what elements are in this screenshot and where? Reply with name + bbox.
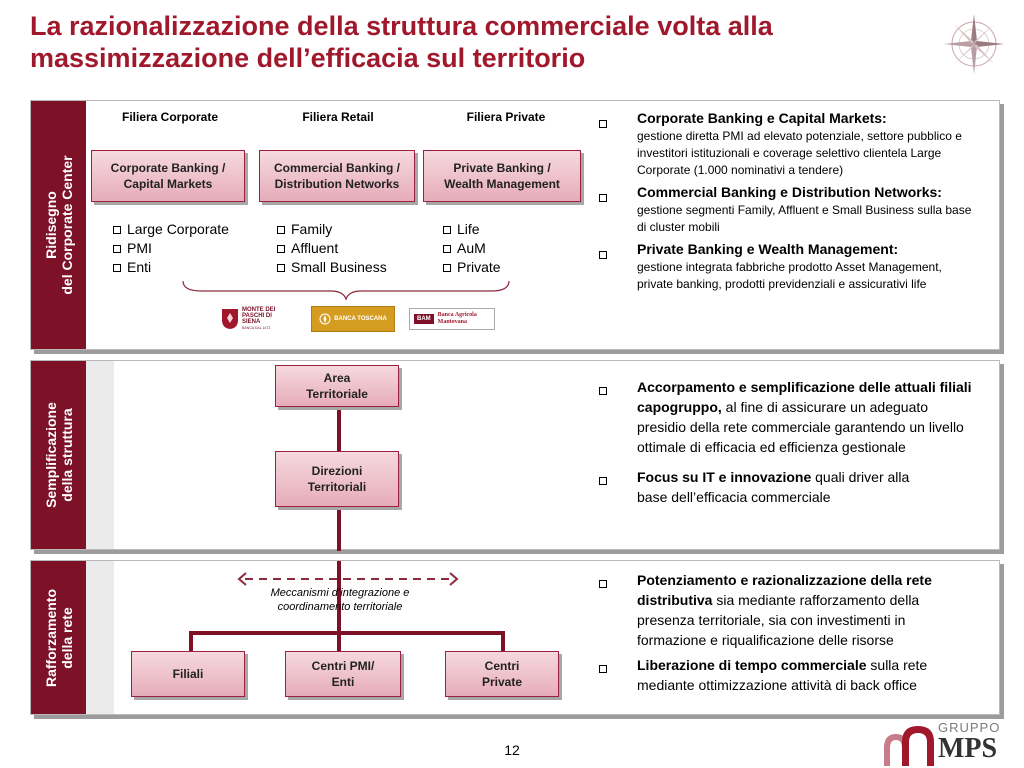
list-item: Accorpamento e semplificazione delle attuali filiali capogruppo, al fine di assicurare un adeguato presidio della rete commerciale garantendo un livello ottimale di efficacia ed efficienza gestionale	[599, 377, 974, 457]
section-label-ridisegno: Ridisegno del Corporate Center	[31, 101, 86, 349]
box-centri-pmi-enti: Centri PMI/ Enti	[285, 651, 401, 697]
connector-line	[501, 631, 505, 653]
list-item: Large Corporate	[113, 220, 229, 239]
bullets-semplificazione	[599, 377, 974, 512]
box-centri-private: Centri Private	[445, 651, 559, 697]
section-label-semplificazione: Semplificazione della struttura	[31, 361, 86, 549]
checkbox-bullet-icon	[599, 477, 607, 485]
logo-banca-toscana: BANCA TOSCANA	[311, 306, 395, 332]
column-header-corporate: Filiera Corporate	[121, 110, 219, 124]
checkbox-bullet-icon	[599, 580, 607, 588]
mps-crest-icon	[221, 308, 239, 330]
connector-line	[337, 405, 341, 453]
connector-line	[189, 631, 193, 653]
logo-banca-agricola-mantovana: BAM Banca Agricola Mantovana	[409, 308, 495, 330]
list-item: Liberazione di tempo commerciale sulla rete mediante ottimizzazione attività di back office	[599, 655, 974, 695]
section-ridisegno	[30, 100, 1000, 350]
list-item: Enti	[113, 258, 229, 277]
compass-rose-icon	[942, 12, 1006, 76]
box-commercial-banking: Commercial Banking / Distribution Networks	[259, 150, 415, 202]
list-retail-segments	[277, 220, 387, 277]
checkbox-bullet-icon	[277, 264, 285, 272]
checkbox-bullet-icon	[599, 194, 607, 202]
checkbox-bullet-icon	[113, 245, 121, 253]
box-corporate-banking: Corporate Banking / Capital Markets	[91, 150, 245, 202]
bullets-ridisegno	[599, 110, 974, 298]
column-header-retail: Filiera Retail	[302, 110, 374, 124]
list-item: Focus su IT e innovazione quali driver alla base dell’efficacia commerciale	[599, 467, 974, 507]
mps-arches-icon	[882, 724, 938, 766]
box-direzioni-territoriali: Direzioni Territoriali	[275, 451, 399, 507]
checkbox-bullet-icon	[277, 245, 285, 253]
checkbox-bullet-icon	[443, 226, 451, 234]
checkbox-bullet-icon	[599, 251, 607, 259]
list-item: Potenziamento e razionalizzazione della rete distributiva sia mediante rafforzamento della presenza territoriale, sia con investimenti in formazione e riqualificazione delle risorse	[599, 570, 974, 650]
checkbox-bullet-icon	[113, 226, 121, 234]
section-rafforzamento	[30, 560, 1000, 715]
list-item: Small Business	[277, 258, 387, 277]
section-label-rafforzamento: Rafforzamento della rete	[31, 561, 86, 714]
list-item: AuM	[443, 239, 501, 258]
list-item: Life	[443, 220, 501, 239]
gruppo-label: GRUPPO	[938, 720, 1001, 735]
bullets-rafforzamento	[599, 570, 974, 700]
curly-brace-icon	[181, 279, 511, 301]
list-item: Corporate Banking e Capital Markets: gestione diretta PMI ad elevato potenziale, settore pubblico e investitori istituzionali e coverage selettivo clientela Large Corporate (1.000 nominativi a tendere)	[599, 110, 974, 179]
box-filiali: Filiali	[131, 651, 245, 697]
logo-gruppo-mps	[882, 718, 1017, 766]
list-item: Private Banking e Wealth Management: gestione integrata fabbriche prodotto Asset Management, private banking, prodotti previdenziali e assicurativi life	[599, 241, 974, 293]
page-number: 12	[504, 742, 520, 758]
mechanisms-label: Meccanismi d’integrazione e coordinamento territoriale	[270, 587, 410, 613]
list-item: Affluent	[277, 239, 387, 258]
lily-icon	[319, 313, 331, 325]
checkbox-bullet-icon	[599, 120, 607, 128]
checkbox-bullet-icon	[599, 665, 607, 673]
list-private-segments	[443, 220, 501, 277]
list-item: Commercial Banking e Distribution Networks: gestione segmenti Family, Affluent e Small Business sulla base di cluster mobili	[599, 184, 974, 236]
checkbox-bullet-icon	[443, 264, 451, 272]
double-arrow-dashed-icon	[237, 572, 459, 586]
logo-monte-dei-paschi: MONTE DEI PASCHI DI SIENA BANCA DAL 1472	[221, 306, 297, 332]
connector-line	[189, 631, 505, 635]
connector-line	[337, 631, 341, 653]
list-item: Private	[443, 258, 501, 277]
checkbox-bullet-icon	[277, 226, 285, 234]
checkbox-bullet-icon	[599, 387, 607, 395]
checkbox-bullet-icon	[443, 245, 451, 253]
checkbox-bullet-icon	[113, 264, 121, 272]
column-header-private: Filiera Private	[466, 110, 546, 124]
list-corporate-segments	[113, 220, 229, 277]
box-area-territoriale: Area Territoriale	[275, 365, 399, 407]
page-title: La razionalizzazione della struttura commerciale volta alla massimizzazione dell’efficacia sul territorio	[30, 11, 773, 73]
list-item: Family	[277, 220, 387, 239]
connector-line	[337, 507, 341, 551]
mps-label: MPS	[938, 733, 998, 764]
list-item: PMI	[113, 239, 229, 258]
section-semplificazione	[30, 360, 1000, 550]
box-private-banking: Private Banking / Wealth Management	[423, 150, 581, 202]
